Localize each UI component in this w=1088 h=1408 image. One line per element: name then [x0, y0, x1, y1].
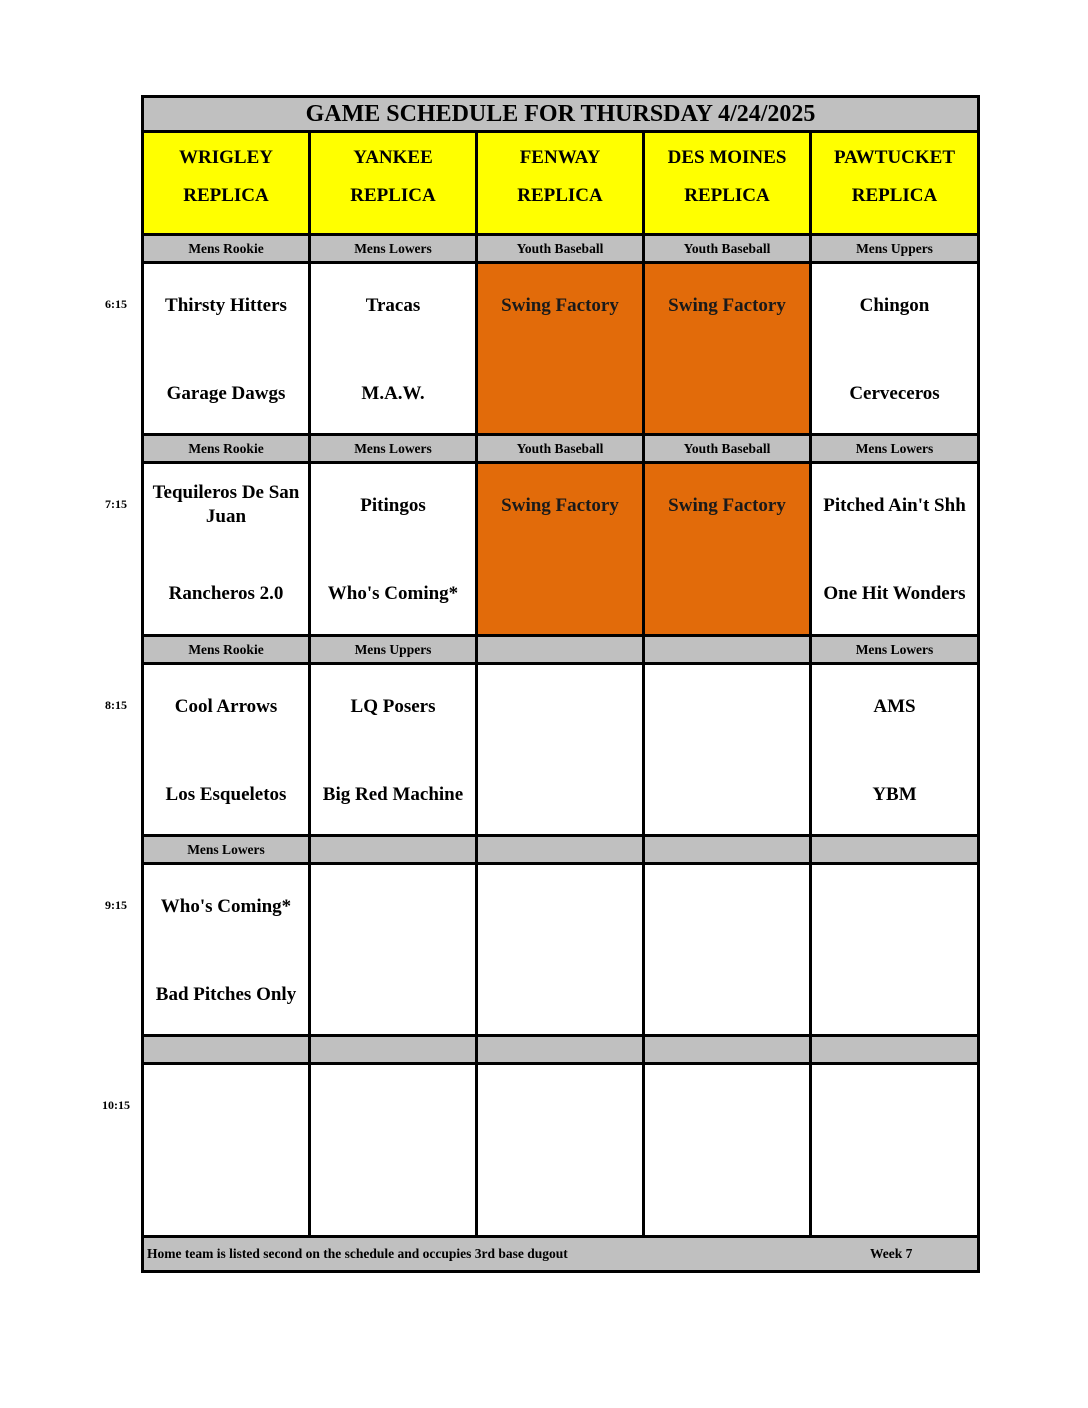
home-team: Los Esqueletos [165, 784, 287, 805]
division-label: Mens Lowers [855, 440, 934, 456]
away-team: Swing Factory [501, 495, 619, 516]
away-team: LQ Posers [350, 696, 436, 717]
time-label: 6:15 [105, 297, 127, 311]
game-cell [308, 662, 478, 841]
division-label: Mens Lowers [855, 641, 934, 657]
schedule-title [141, 95, 980, 133]
division-cell [475, 1034, 645, 1065]
field-name: PAWTUCKET [833, 147, 956, 168]
schedule-footer [141, 1235, 980, 1273]
time-label: 8:15 [105, 698, 127, 712]
division-cell [642, 233, 812, 264]
away-team: AMS [873, 696, 916, 717]
game-cell [809, 662, 980, 841]
field-subtitle: REPLICA [183, 185, 269, 206]
time-label: 7:15 [105, 497, 127, 511]
home-team: Bad Pitches Only [155, 984, 297, 1005]
field-subtitle: REPLICA [517, 185, 603, 206]
field-name: WRIGLEY [179, 147, 273, 168]
division-label: Mens Lowers [187, 841, 265, 857]
week-label: Week 7 [870, 1246, 913, 1261]
home-team: M.A.W. [361, 383, 425, 404]
division-label: Youth Baseball [516, 240, 604, 256]
game-cell [809, 1062, 980, 1241]
division-cell [809, 433, 980, 464]
away-team: Swing Factory [668, 295, 786, 316]
game-cell [809, 862, 980, 1041]
division-cell [642, 1034, 812, 1065]
home-team: One Hit Wonders [823, 583, 966, 604]
field-header [475, 130, 645, 236]
home-team-note: Home team is listed second on the schedule and occupies 3rd base dugout [147, 1246, 568, 1261]
away-team: Pitingos [360, 495, 426, 516]
division-label: Youth Baseball [683, 240, 771, 256]
division-label: Youth Baseball [516, 440, 604, 456]
game-cell [642, 261, 812, 440]
game-cell [475, 662, 645, 841]
game-cell [308, 461, 478, 640]
game-cell [475, 1062, 645, 1241]
game-cell [475, 261, 645, 440]
game-cell [308, 862, 478, 1041]
away-team: Cool Arrows [174, 696, 278, 717]
division-label: Mens Rookie [188, 240, 264, 256]
game-cell [642, 662, 812, 841]
division-cell [809, 834, 980, 865]
division-cell [141, 233, 311, 264]
division-cell [141, 433, 311, 464]
game-cell [141, 862, 311, 1041]
game-cell [475, 461, 645, 640]
game-cell [642, 461, 812, 640]
division-cell [141, 634, 311, 665]
game-cell [308, 1062, 478, 1241]
division-cell [809, 233, 980, 264]
away-team: Pitched Ain't Shh [823, 495, 966, 516]
division-cell [642, 634, 812, 665]
division-cell [809, 634, 980, 665]
division-cell [141, 1034, 311, 1065]
division-label: Mens Lowers [354, 240, 432, 256]
field-name: DES MOINES [667, 147, 787, 168]
game-cell [141, 1062, 311, 1241]
home-team: Big Red Machine [322, 784, 464, 805]
game-cell [809, 261, 980, 440]
home-team: YBM [872, 784, 917, 805]
away-team: Chingon [859, 295, 930, 316]
game-cell [141, 261, 311, 440]
division-label: Mens Uppers [856, 240, 933, 256]
field-name: FENWAY [519, 147, 601, 168]
away-team: Tequileros De San Juan [152, 482, 300, 527]
away-team: Swing Factory [501, 295, 619, 316]
game-cell [642, 862, 812, 1041]
home-team: Cerveceros [849, 383, 940, 404]
division-cell [642, 433, 812, 464]
time-label: 10:15 [102, 1098, 130, 1112]
game-cell [141, 461, 311, 640]
home-team: Who's Coming* [327, 583, 459, 604]
division-cell [141, 834, 311, 865]
game-cell [308, 261, 478, 440]
division-cell [308, 233, 478, 264]
field-subtitle: REPLICA [350, 185, 436, 206]
field-header [141, 130, 311, 236]
division-label: Mens Lowers [354, 440, 432, 456]
game-cell [475, 862, 645, 1041]
game-cell [642, 1062, 812, 1241]
field-name: YANKEE [353, 147, 433, 168]
field-subtitle: REPLICA [851, 185, 938, 206]
game-cell [809, 461, 980, 640]
division-label: Youth Baseball [683, 440, 771, 456]
home-team: Garage Dawgs [166, 383, 286, 404]
time-label: 9:15 [105, 898, 127, 912]
division-cell [809, 1034, 980, 1065]
field-header [642, 130, 812, 236]
away-team: Tracas [365, 295, 421, 316]
schedule-title-text: GAME SCHEDULE FOR THURSDAY 4/24/2025 [305, 100, 816, 127]
field-header [809, 130, 980, 236]
division-cell [475, 433, 645, 464]
away-team: Swing Factory [668, 495, 786, 516]
field-subtitle: REPLICA [684, 185, 770, 206]
division-cell [475, 834, 645, 865]
division-label: Mens Rookie [188, 440, 264, 456]
division-cell [475, 233, 645, 264]
away-team: Thirsty Hitters [165, 295, 287, 316]
division-cell [308, 634, 478, 665]
game-cell [141, 662, 311, 841]
division-label: Mens Rookie [188, 641, 264, 657]
division-cell [642, 834, 812, 865]
division-cell [475, 634, 645, 665]
division-cell [308, 834, 478, 865]
away-team: Who's Coming* [160, 896, 292, 917]
division-cell [308, 1034, 478, 1065]
home-team: Rancheros 2.0 [168, 583, 284, 604]
division-cell [308, 433, 478, 464]
field-header [308, 130, 478, 236]
division-label: Mens Uppers [354, 641, 432, 657]
